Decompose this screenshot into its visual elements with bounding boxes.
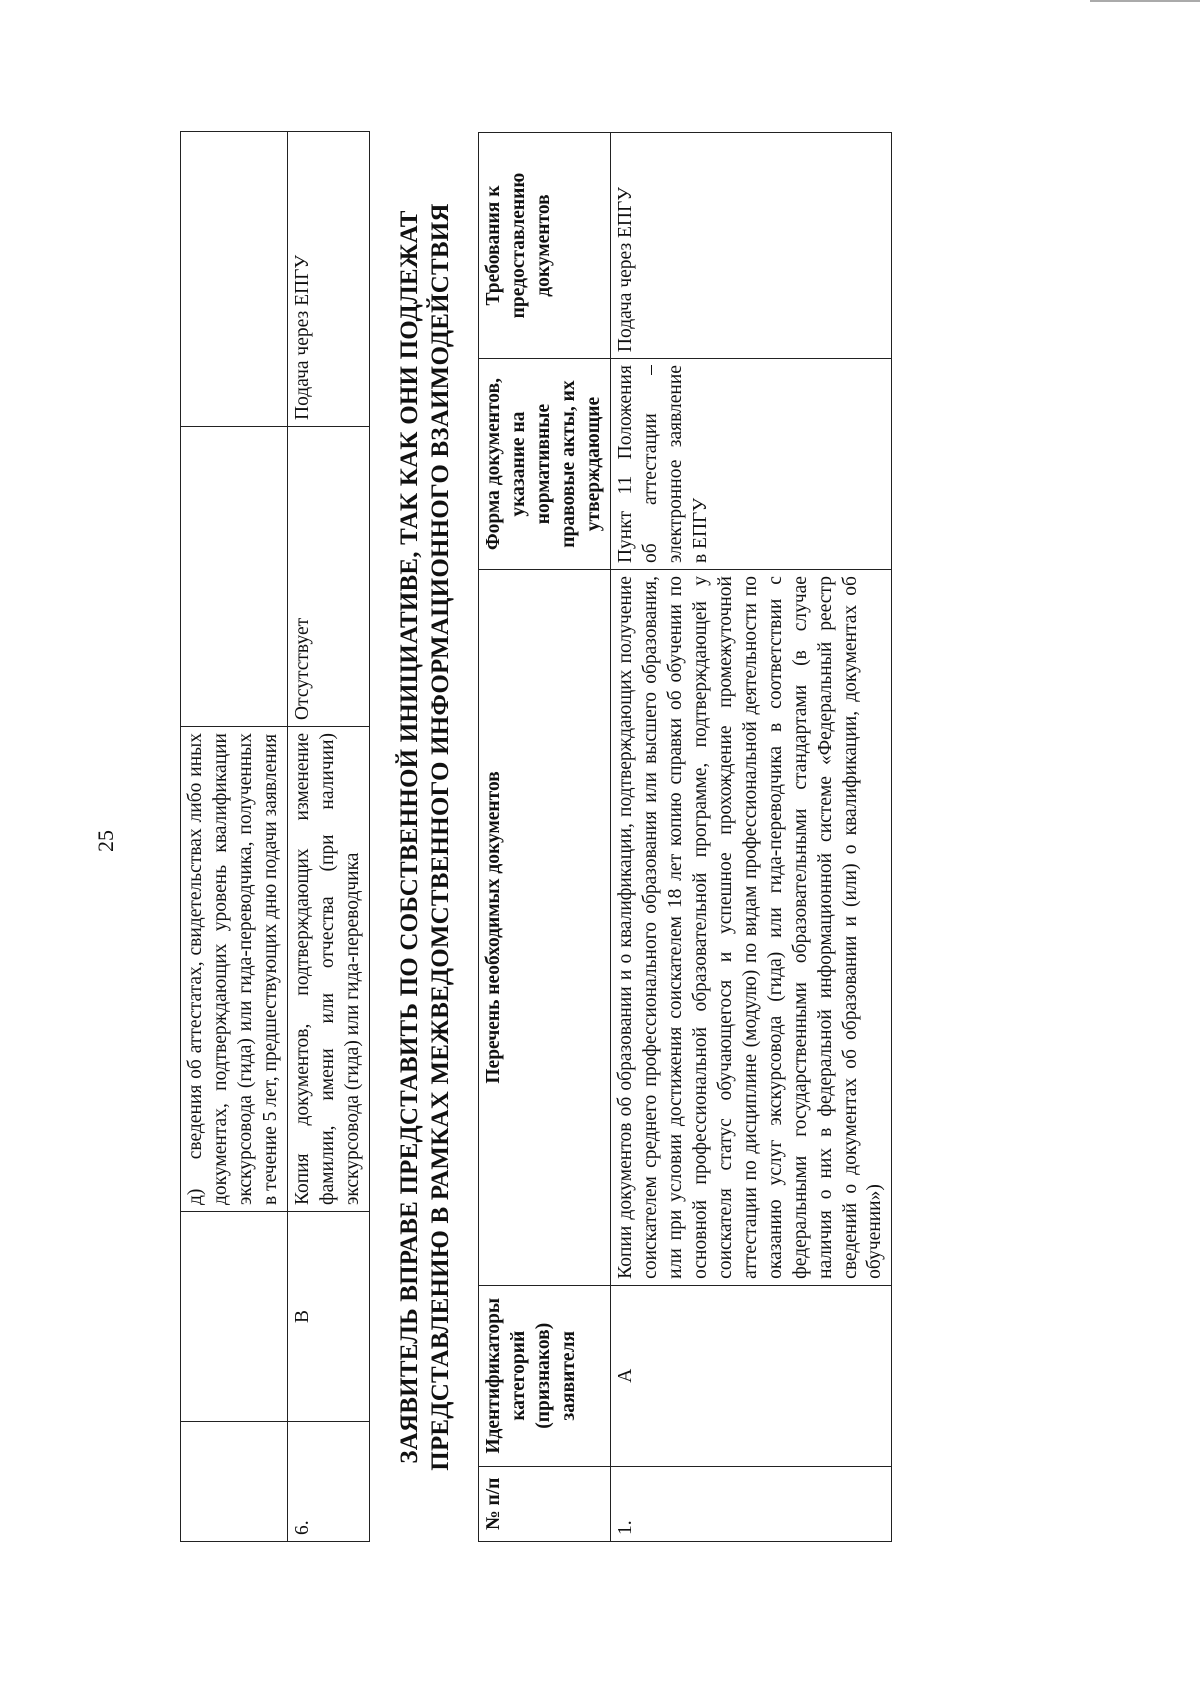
table-header-row: [479, 133, 611, 1542]
header-num: № п/п: [479, 1466, 611, 1541]
row-category: [181, 1212, 288, 1422]
row-category: В: [287, 1212, 369, 1422]
row-form: Отсутствует: [287, 427, 369, 727]
row-documents: [181, 727, 288, 1212]
row-number: 1.: [610, 1466, 891, 1541]
row-form: [181, 427, 288, 727]
row-documents-prefix: д): [185, 1188, 206, 1205]
header-form: [479, 359, 611, 570]
row-requirements: [181, 132, 288, 427]
scan-edge-mark: [1090, 0, 1200, 8]
rotated-page-content: [180, 132, 1190, 1542]
header-form-text: Форма документов, указание на нормативные правовые акты, их утверждающие: [483, 378, 604, 551]
row-documents-text: сведения об аттестатах, свидетельствах либо иных документах, подтверждающих уровень квалификации экскурсовода (гида) или гида-переводчика, полученных в течение 5 лет, предшествующих дню подачи заявления: [185, 733, 281, 1205]
header-category: Идентификаторы категорий (признаков) заявителя: [479, 1285, 611, 1466]
row-documents: Копия документов, подтверждающих изменение фамилии, имени или отчества (при наличии) экскурсовода (гида) или гида-переводчика: [287, 727, 369, 1212]
section-heading: ЗАЯВИТЕЛЬ ВПРАВЕ ПРЕДСТАВИТЬ ПО СОБСТВЕННОЙ ИНИЦИАТИВЕ, ТАК КАК ОНИ ПОДЛЕЖАТ ПРЕДСТАВЛЕНИЮ В РАМКАХ МЕЖВЕДОМСТВЕННОГО ИНФОРМАЦИОННОГО ВЗАИМОДЕЙСТВИЯ: [395, 203, 454, 1471]
row-form: Пункт 11 Положения об аттестации – электронное заявление в ЕПГУ: [610, 359, 891, 570]
table-bottom: [478, 132, 892, 1542]
header-requirements: Требования к предоставлению документов: [479, 133, 611, 359]
row-category: А: [610, 1285, 891, 1466]
row-number: [181, 1422, 288, 1542]
row-requirements: Подача через ЕПГУ: [610, 133, 891, 359]
row-documents: Копии документов об образовании и о квалификации, подтверждающих получение соискателем среднего профессионального образования или высшего образования, или при условии достижения соискателем 18 лет копию справки об обучении по основной профессиональной образовательной программе, подтверждающей у соискателя статус обучающегося и успешное прохождение промежуточной аттестации по дисциплине (модулю) по видам профессиональной деятельности по оказанию услуг экскурсовода (гида) или гида-переводчика в соответствии с федеральными государственными образовательными стандартами (в случае наличия о них в федеральной информационной системе «Федеральный реестр сведений о документах об образовании и (или) о квалификации, документах об обучении»): [610, 570, 891, 1286]
table-row: [181, 132, 288, 1542]
table-row: [610, 133, 891, 1542]
header-documents: Перечень необходимых документов: [479, 570, 611, 1286]
page-number: 25: [93, 830, 118, 852]
table-row: [287, 132, 369, 1542]
row-number: 6.: [287, 1422, 369, 1542]
table-top: [180, 131, 370, 1542]
row-requirements: Подача через ЕПГУ: [287, 132, 369, 427]
